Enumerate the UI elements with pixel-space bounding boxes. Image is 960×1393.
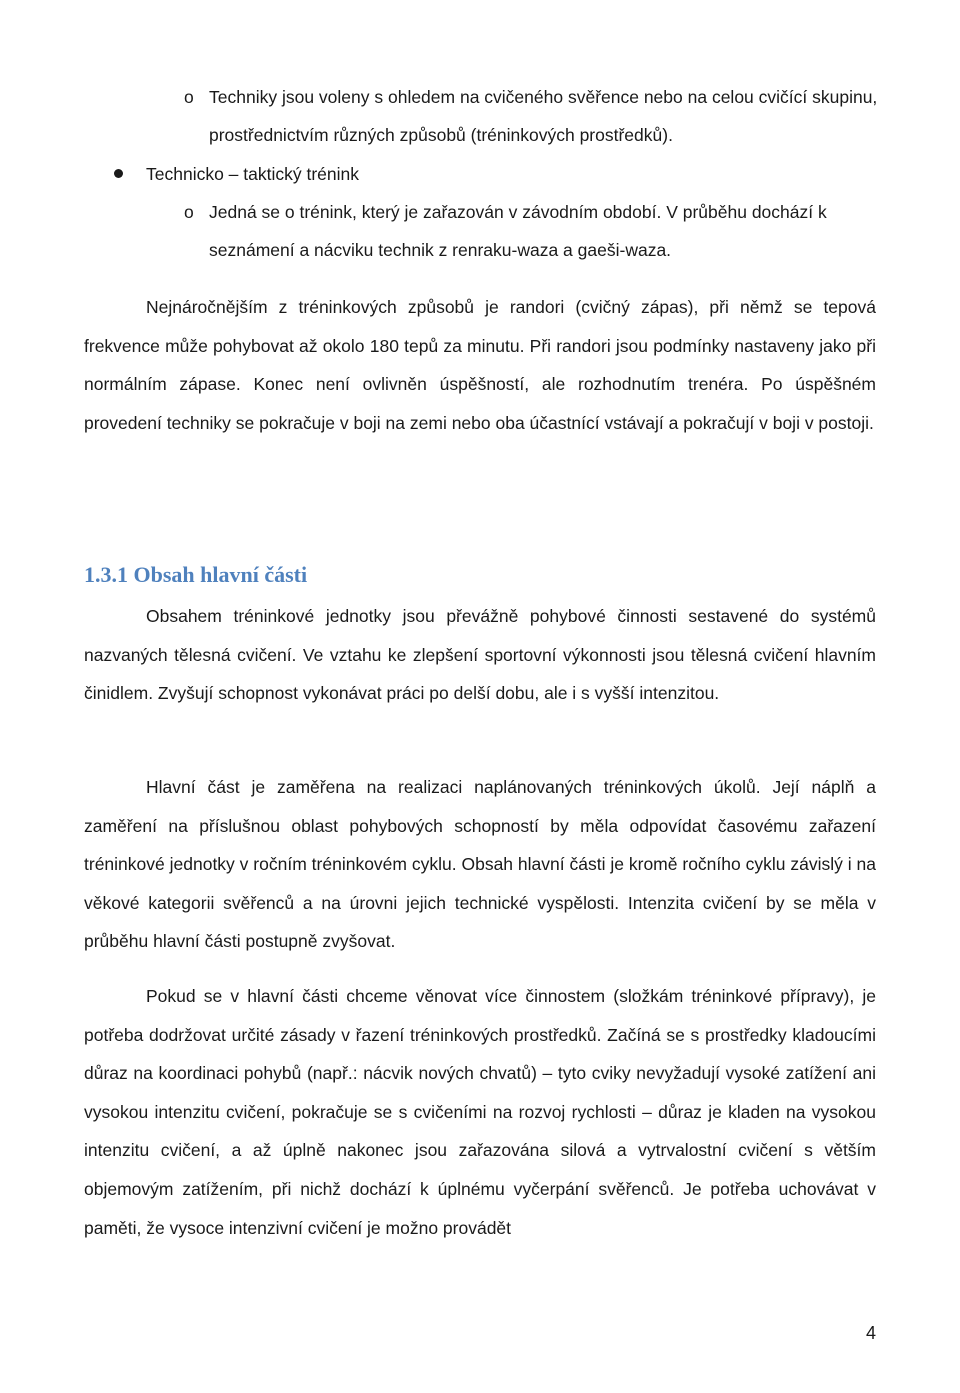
section-heading: 1.3.1 Obsah hlavní části [84, 562, 308, 587]
paragraph-hlavni-cast: Hlavní část je zaměřena na realizaci naplánovaných tréninkových úkolů. Její náplň a zaměření na příslušnou oblast pohybových schopností by měla odpovídat časovému zařazení tréninkové jednotky v ročním tréninkovém cyklu. Obsah hlavní části je kromě ročního cyklu závislý i na věkové kategorii svěřenců a na úrovni jejich technické vyspělosti. Intenzita cvičení by se měla v průběhu hlavní části postupně zvyšovat. [84, 777, 876, 952]
circle-bullet-icon: o [184, 87, 194, 107]
circle-bullet-icon: o [184, 202, 194, 222]
paragraph-pokud: Pokud se v hlavní části chceme věnovat více činnostem (složkám tréninkové přípravy), je potřeba dodržovat určité zásady v řazení tréninkových prostředků. Začíná se s prostředky kladoucími důraz na koordinaci pohybů (např.: nácvik nových chvatů) – tyto cviky nevyžadují vysoké zatížení ani vysokou intenzitu cvičení, pokračuje se s cvičeními na rozvoj rychlosti – důraz je kladen na vysokou intenzitu cvičení, a až úplně nakonec jsou zařazována silová a vytrvalostní cvičení s větším objemovým zatížením, při nichž dochází k úplnému vyčerpání svěřenců. Je potřeba uchovávat v paměti, že vysoce intenzivní cvičení je možno provádět [84, 986, 876, 1238]
list-item-technicko-takticky [114, 155, 874, 193]
paragraph-obsah: Obsahem tréninkové jednotky jsou převážně pohybové činnosti sestavené do systémů nazvaných tělesná cvičení. Ve vztahu ke zlepšení sportovní výkonnosti jsou tělesná cvičení hlavním činidlem. Zvyšují schopnost vykonávat práci po delší dobu, ale i s vyšší intenzitou. [84, 606, 876, 704]
page-number: 4 [865, 1323, 876, 1343]
list-item-text: Jedná se o trénink, který je zařazován v závodním období. V průběhu dochází k seznámení a nácviku technik z renraku-waza a gaeši-waza. [209, 202, 827, 260]
list-item-text: Technicko – taktický trénink [146, 164, 360, 184]
list-item-text: Techniky jsou voleny s ohledem na cvičeného svěřence nebo na celou cvičící skupinu, prostřednictvím různých způsobů (tréninkových prostředků). [209, 87, 878, 145]
bullet-icon [114, 169, 123, 178]
list-item-techniques [184, 78, 884, 154]
list-item-trenink-zavodni [184, 193, 884, 269]
paragraph-randori: Nejnáročnějším z tréninkových způsobů je randori (cvičný zápas), při němž se tepová frekvence může pohybovat až okolo 180 tepů za minutu. Při randori jsou podmínky nastaveny jako při normálním zápase. Konec není ovlivněn úspěšností, ale rozhodnutím trenéra. Po úspěšném provedení techniky se pokračuje v boji na zemi nebo oba účastnící vstávají a pokračují v boji v postoji. [84, 297, 876, 433]
